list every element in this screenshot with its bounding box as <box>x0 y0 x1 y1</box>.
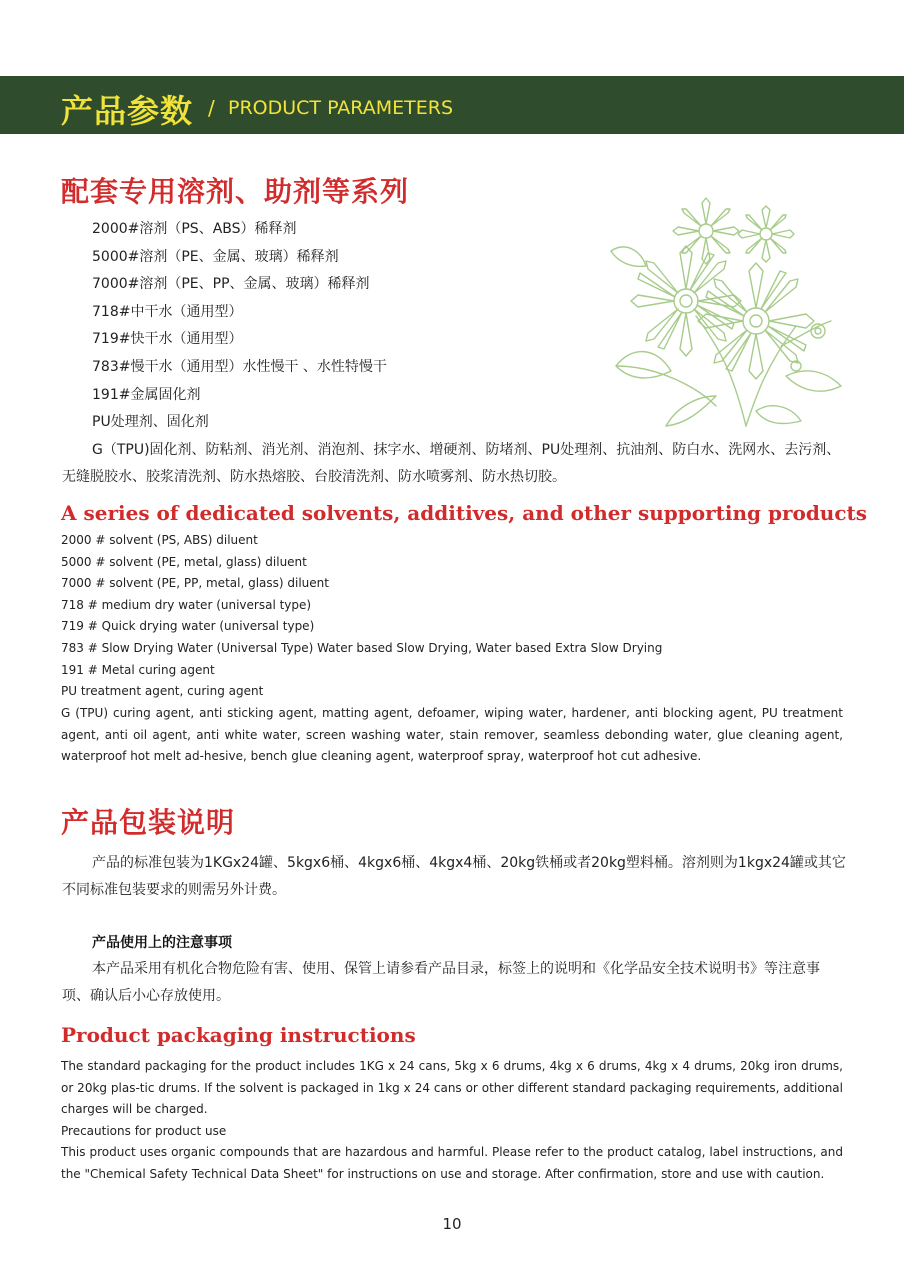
list-item: 7000 # solvent (PE, PP, metal, glass) diluent <box>61 576 329 591</box>
precautions-heading-cn: 产品使用上的注意事项 <box>92 935 232 951</box>
packaging-paragraph-cn: 产品的标准包装为1KGx24罐、5kgx6桶、4kgx6桶、4kgx4桶、20kg铁桶或者20kg塑料桶。溶剂则为1kgx24罐或其它不同标准包装要求的则需另外计费。 <box>62 855 846 898</box>
banner-separator: / <box>208 96 215 120</box>
solvents-heading-cn: 配套专用溶剂、助剂等系列 <box>61 175 410 208</box>
page-number: 10 <box>442 1215 462 1233</box>
list-item: 718#中干水（通用型） <box>92 303 243 320</box>
list-item: PU treatment agent, curing agent <box>61 684 264 699</box>
list-item: 718 # medium dry water (universal type) <box>61 597 312 612</box>
list-item: 783 # Slow Drying Water (Universal Type) Water based Slow Drying, Water based Extra Slow Drying <box>61 640 663 655</box>
list-item: 2000#溶剂（PS、ABS）稀释剂 <box>92 221 297 237</box>
solvents-paragraph-en: G (TPU) curing agent, anti sticking agent, matting agent, defoamer, wiping water, hardener, anti blocking agent, PU treatment agent, anti oil agent, anti white water, screen washing water, stain remover, seamless debonding water, glue cleaning agent, waterproof hot melt ad-hesive, bench glue cleaning agent, waterproof spray, waterproof hot cut adhesive. <box>61 706 843 764</box>
packaging-paragraph-en: The standard packaging for the product includes 1KG x 24 cans, 5kg x 6 drums, 4kg x 6 drums, 4kg x 4 drums, 20kg iron drums, or 20kg plas-tic drums. If the solvent is packaged in 1kg x 24 cans or other different standard packaging requirements, additional charges will be charged. <box>61 1059 843 1117</box>
solvents-list-en <box>61 530 851 703</box>
banner-title-en: PRODUCT PARAMETERS <box>228 97 454 119</box>
solvents-heading-en: A series of dedicated solvents, additives, and other supporting products <box>61 501 868 525</box>
list-item: 2000 # solvent (PS, ABS) diluent <box>61 533 258 547</box>
list-item: 5000 # solvent (PE, metal, glass) diluent <box>61 554 307 569</box>
precautions-title-en: Precautions for product use <box>61 1124 227 1138</box>
precautions-paragraph-en: This product uses organic compounds that are hazardous and harmful. Please refer to the product catalog, label instructions, and the "Chemical Safety Technical Data Sheet" for instructions on use and storage. After confirmation, store and use with caution. <box>61 1145 843 1181</box>
list-item: 719#快干水（通用型） <box>92 331 243 348</box>
list-item: 191 # Metal curing agent <box>61 662 215 677</box>
packaging-heading-en: Product packaging instructions <box>61 1023 416 1047</box>
precautions-paragraph-cn: 本产品采用有机化合物危险有害、使用、保管上请参看产品目录，标签上的说明和《化学品安全技术说明书》等注意事项、确认后小心存放使用。 <box>62 961 820 1004</box>
packaging-heading-cn: 产品包装说明 <box>61 806 236 839</box>
list-item: 719 # Quick drying water (universal type) <box>61 619 315 634</box>
list-item: PU处理剂、固化剂 <box>92 414 209 431</box>
solvents-paragraph-cn: G（TPU)固化剂、防粘剂、消光剂、消泡剂、抹字水、增硬剂、防堵剂、PU处理剂、抗油剂、防白水、洗网水、去污剂、无缝脱胶水、胶浆清洗剂、防水热熔胶、台胶清洗剂、防水喷雾剂、防水热切胶。 <box>62 442 841 485</box>
flower-illustration-icon <box>596 196 848 432</box>
list-item: 5000#溶剂（PE、金属、玻璃）稀释剂 <box>92 248 339 265</box>
list-item: 191#金属固化剂 <box>92 386 201 403</box>
solvents-list-cn <box>92 216 612 437</box>
list-item: 7000#溶剂（PE、PP、金属、玻璃）稀释剂 <box>92 276 370 293</box>
list-item: 783#慢干水（通用型）水性慢干 、水性特慢干 <box>92 358 387 375</box>
banner-title-cn: 产品参数 <box>61 92 194 130</box>
